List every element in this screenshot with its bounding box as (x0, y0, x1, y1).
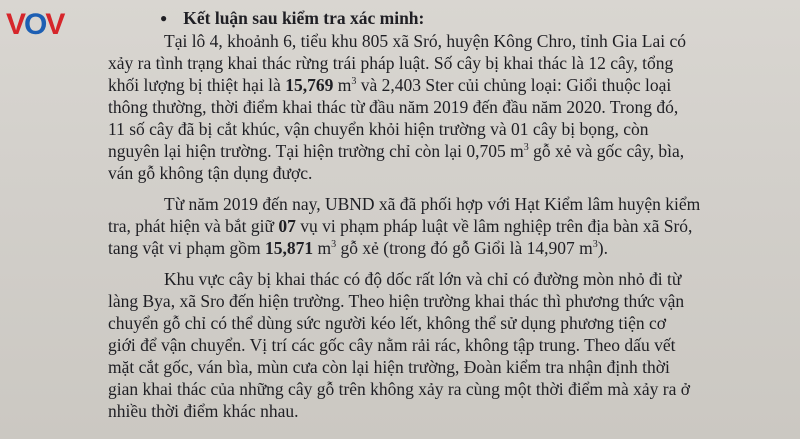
text-line: mặt cắt gốc, ván bìa, mùn cưa còn lại hiện trường, Đoàn kiểm tra nhận định thời (108, 357, 670, 377)
text-line: nguyên lại hiện trường. Tại hiện trường chỉ còn lại 0,705 $m^3$ gỗ xẻ và gốc cây, bìa, (108, 141, 685, 161)
document-body (108, 6, 788, 422)
text-line: gian khai thác của những cây gỗ trên không xảy ra cùng một thời điểm mà xảy ra ở (108, 379, 690, 399)
text-line: tra, phát hiện và bắt giữ 07 vụ vi phạm pháp luật về lâm nghiệp trên địa bàn xã Sró, (108, 216, 693, 236)
section-heading (160, 6, 788, 30)
text-line: thông thường, thời điểm khai thác từ đầu năm 2019 đến đầu năm 2020. Trong đó, (108, 97, 679, 117)
text-line: 11 số cây đã bị cắt khúc, vận chuyển khỏi hiện trường và 01 cây bị bọng, còn (108, 119, 649, 139)
paragraph-1 (108, 30, 788, 184)
paragraph-3 (108, 268, 788, 422)
text-line: giới để vận chuyển. Vị trí các gốc cây nằm rải rác, không tập trung. Theo dấu vết (108, 335, 676, 355)
vov-logo: VOV (6, 8, 64, 41)
text-line: Tại lô 4, khoảnh 6, tiểu khu 805 xã Sró, huyện Kông Chro, tỉnh Gia Lai có (164, 31, 687, 51)
bullet-icon: ● (160, 11, 168, 25)
text-line: tang vật vi phạm gồm 15,871 $m^3$ gỗ xẻ (trong đó gỗ Giổi là 14,907 $m^3$). (108, 238, 608, 258)
text-line: ván gỗ không tận dụng được. (108, 163, 313, 183)
text-line: làng Bya, xã Sro đến hiện trường. Theo hiện trường khai thác thì phương thức vận (108, 291, 685, 311)
heading-text: Kết luận sau kiểm tra xác minh: (183, 8, 425, 28)
text-line: nhiều thời điểm khác nhau. (108, 401, 299, 421)
text-line: Khu vực cây bị khai thác có độ dốc rất lớn và chỉ có đường mòn nhỏ đi từ (164, 269, 682, 289)
paragraph-2 (108, 193, 788, 259)
text-line: Từ năm 2019 đến nay, UBND xã đã phối hợp với Hạt Kiểm lâm huyện kiểm (164, 194, 701, 214)
text-line: chuyển gỗ chỉ có thể dùng sức người kéo lết, không thể sử dụng phương tiện cơ (108, 313, 667, 333)
text-line: xảy ra tình trạng khai thác rừng trái pháp luật. Số cây bị khai thác là 12 cây, tổng (108, 53, 674, 73)
text-line: khối lượng bị thiệt hại là 15,769 $m^3$ và 2,403 Ster củi chủng loại: Giổi thuộc loại (108, 75, 672, 95)
